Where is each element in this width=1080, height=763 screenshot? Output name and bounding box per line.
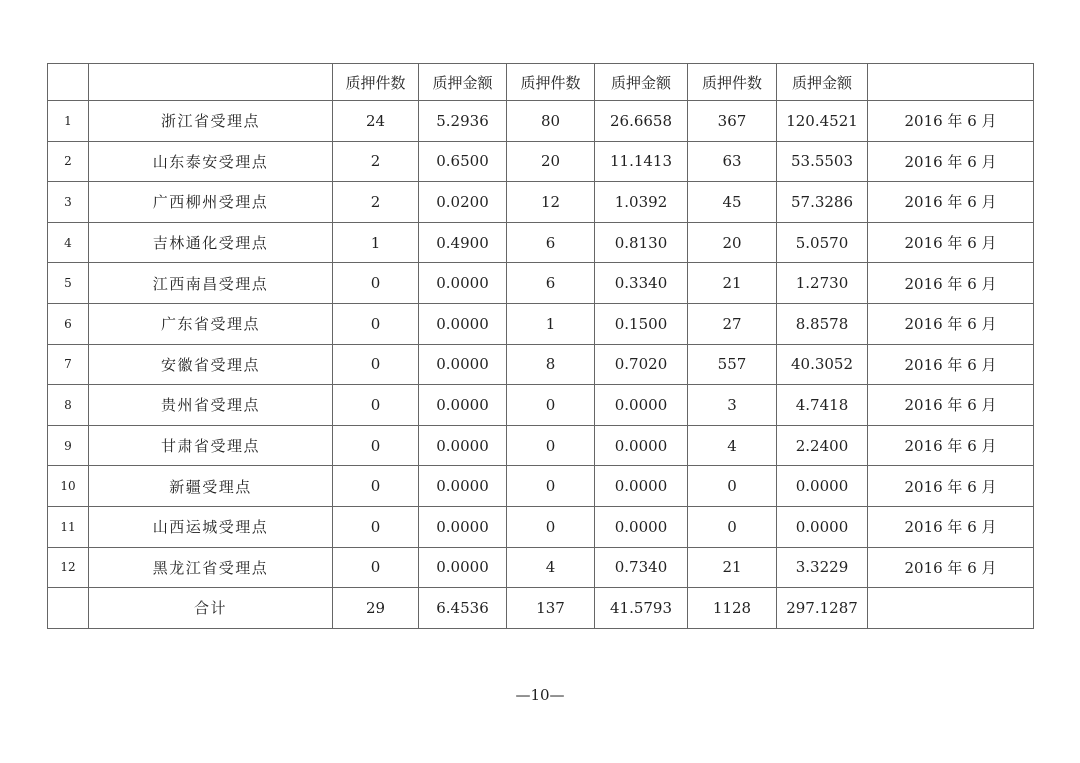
pledge-amount-cell: 57.3286 <box>777 182 868 223</box>
pledge-amount-cell: 4.7418 <box>777 385 868 426</box>
date-cell: 2016 年 6 月 <box>868 182 1034 223</box>
header-cell-count-2: 质押件数 <box>507 64 595 101</box>
pledge-count-cell: 0 <box>333 506 419 547</box>
pledge-amount-cell: 40.3052 <box>777 344 868 385</box>
table-row <box>48 182 1034 223</box>
pledge-amount-cell: 0.0000 <box>419 385 507 426</box>
date-cell: 2016 年 6 月 <box>868 222 1034 263</box>
location-name-cell: 山东泰安受理点 <box>89 141 333 182</box>
pledge-count-cell: 0 <box>507 466 595 507</box>
pledge-count-cell: 12 <box>507 182 595 223</box>
pledge-amount-cell: 5.2936 <box>419 101 507 142</box>
pledge-amount-cell: 0.8130 <box>595 222 688 263</box>
pledge-amount-cell: 6.4536 <box>419 588 507 629</box>
date-cell: 2016 年 6 月 <box>868 547 1034 588</box>
pledge-count-cell: 0 <box>333 547 419 588</box>
pledge-count-cell: 21 <box>688 547 777 588</box>
pledge-count-cell: 1128 <box>688 588 777 629</box>
index-cell: 12 <box>48 547 89 588</box>
header-cell-amount-3: 质押金额 <box>777 64 868 101</box>
pledge-count-cell: 0 <box>688 466 777 507</box>
index-cell: 7 <box>48 344 89 385</box>
index-cell: 5 <box>48 263 89 304</box>
header-cell-index <box>48 64 89 101</box>
index-cell: 2 <box>48 141 89 182</box>
pledge-amount-cell: 26.6658 <box>595 101 688 142</box>
page-number: —10— <box>515 686 565 704</box>
pledge-count-cell: 27 <box>688 303 777 344</box>
index-cell: 6 <box>48 303 89 344</box>
location-name-cell: 吉林通化受理点 <box>89 222 333 263</box>
pledge-count-cell: 557 <box>688 344 777 385</box>
pledge-count-cell: 1 <box>333 222 419 263</box>
table-row <box>48 141 1034 182</box>
index-cell: 9 <box>48 425 89 466</box>
pledge-amount-cell: 0.0000 <box>595 466 688 507</box>
pledge-count-cell: 4 <box>507 547 595 588</box>
date-cell: 2016 年 6 月 <box>868 506 1034 547</box>
date-cell: 2016 年 6 月 <box>868 466 1034 507</box>
pledge-count-cell: 0 <box>333 303 419 344</box>
pledge-count-cell: 0 <box>333 385 419 426</box>
pledge-amount-cell: 0.1500 <box>595 303 688 344</box>
pledge-amount-cell: 8.8578 <box>777 303 868 344</box>
index-cell: 8 <box>48 385 89 426</box>
date-cell: 2016 年 6 月 <box>868 385 1034 426</box>
table-row <box>48 547 1034 588</box>
location-name-cell: 浙江省受理点 <box>89 101 333 142</box>
index-cell: 4 <box>48 222 89 263</box>
pledge-count-cell: 0 <box>333 466 419 507</box>
date-cell: 2016 年 6 月 <box>868 101 1034 142</box>
pledge-count-cell: 6 <box>507 222 595 263</box>
pledge-amount-cell: 0.4900 <box>419 222 507 263</box>
pledge-amount-cell: 1.2730 <box>777 263 868 304</box>
location-name-cell: 广西柳州受理点 <box>89 182 333 223</box>
table-row <box>48 344 1034 385</box>
pledge-count-cell: 24 <box>333 101 419 142</box>
pledge-count-cell: 0 <box>507 506 595 547</box>
date-cell: 2016 年 6 月 <box>868 141 1034 182</box>
location-name-cell: 广东省受理点 <box>89 303 333 344</box>
pledge-amount-cell: 1.0392 <box>595 182 688 223</box>
pledge-count-cell: 367 <box>688 101 777 142</box>
location-name-cell: 江西南昌受理点 <box>89 263 333 304</box>
header-cell-amount-2: 质押金额 <box>595 64 688 101</box>
pledge-amount-cell: 0.0200 <box>419 182 507 223</box>
pledge-count-cell: 21 <box>688 263 777 304</box>
location-name-cell: 新疆受理点 <box>89 466 333 507</box>
pledge-count-cell: 2 <box>333 182 419 223</box>
pledge-amount-cell: 5.0570 <box>777 222 868 263</box>
pledge-count-cell: 0 <box>507 425 595 466</box>
header-cell-amount-1: 质押金额 <box>419 64 507 101</box>
pledge-amount-cell: 0.7340 <box>595 547 688 588</box>
pledge-statistics-table <box>47 63 1034 629</box>
header-cell-count-1: 质押件数 <box>333 64 419 101</box>
header-cell-count-3: 质押件数 <box>688 64 777 101</box>
pledge-amount-cell: 0.3340 <box>595 263 688 304</box>
pledge-amount-cell: 41.5793 <box>595 588 688 629</box>
pledge-count-cell: 0 <box>333 263 419 304</box>
header-cell-name <box>89 64 333 101</box>
table-row <box>48 303 1034 344</box>
pledge-amount-cell: 0.0000 <box>419 263 507 304</box>
date-cell: 2016 年 6 月 <box>868 263 1034 304</box>
pledge-count-cell: 0 <box>688 506 777 547</box>
pledge-count-cell: 8 <box>507 344 595 385</box>
date-cell: 2016 年 6 月 <box>868 344 1034 385</box>
pledge-count-cell: 1 <box>507 303 595 344</box>
table-header-row <box>48 64 1034 101</box>
pledge-amount-cell: 0.0000 <box>419 344 507 385</box>
pledge-amount-cell: 3.3229 <box>777 547 868 588</box>
pledge-count-cell: 45 <box>688 182 777 223</box>
table-body <box>48 64 1034 629</box>
index-cell: 11 <box>48 506 89 547</box>
table-row <box>48 101 1034 142</box>
location-name-cell: 合计 <box>89 588 333 629</box>
pledge-amount-cell: 297.1287 <box>777 588 868 629</box>
table-row <box>48 506 1034 547</box>
table-row <box>48 222 1034 263</box>
pledge-amount-cell: 0.0000 <box>419 425 507 466</box>
table-row <box>48 425 1034 466</box>
location-name-cell: 黑龙江省受理点 <box>89 547 333 588</box>
header-cell-date <box>868 64 1034 101</box>
location-name-cell: 山西运城受理点 <box>89 506 333 547</box>
pledge-count-cell: 2 <box>333 141 419 182</box>
pledge-amount-cell: 0.0000 <box>419 547 507 588</box>
index-cell: 1 <box>48 101 89 142</box>
pledge-amount-cell: 53.5503 <box>777 141 868 182</box>
pledge-amount-cell: 0.0000 <box>419 506 507 547</box>
pledge-amount-cell: 0.0000 <box>419 303 507 344</box>
pledge-count-cell: 0 <box>333 425 419 466</box>
table-row <box>48 263 1034 304</box>
pledge-count-cell: 4 <box>688 425 777 466</box>
pledge-count-cell: 20 <box>688 222 777 263</box>
pledge-amount-cell: 0.0000 <box>419 466 507 507</box>
pledge-count-cell: 63 <box>688 141 777 182</box>
pledge-count-cell: 29 <box>333 588 419 629</box>
pledge-count-cell: 3 <box>688 385 777 426</box>
date-cell: 2016 年 6 月 <box>868 425 1034 466</box>
pledge-count-cell: 6 <box>507 263 595 304</box>
location-name-cell: 甘肃省受理点 <box>89 425 333 466</box>
pledge-count-cell: 0 <box>507 385 595 426</box>
pledge-count-cell: 137 <box>507 588 595 629</box>
pledge-count-cell: 20 <box>507 141 595 182</box>
date-cell: 2016 年 6 月 <box>868 303 1034 344</box>
pledge-count-cell: 0 <box>333 344 419 385</box>
pledge-amount-cell: 2.2400 <box>777 425 868 466</box>
pledge-amount-cell: 0.7020 <box>595 344 688 385</box>
pledge-amount-cell: 0.0000 <box>595 385 688 426</box>
date-cell <box>868 588 1034 629</box>
location-name-cell: 安徽省受理点 <box>89 344 333 385</box>
pledge-amount-cell: 11.1413 <box>595 141 688 182</box>
index-cell: 3 <box>48 182 89 223</box>
pledge-amount-cell: 0.6500 <box>419 141 507 182</box>
table-row <box>48 385 1034 426</box>
pledge-amount-cell: 0.0000 <box>777 506 868 547</box>
pledge-amount-cell: 0.0000 <box>777 466 868 507</box>
index-cell: 10 <box>48 466 89 507</box>
total-row <box>48 588 1034 629</box>
location-name-cell: 贵州省受理点 <box>89 385 333 426</box>
table-row <box>48 466 1034 507</box>
index-cell <box>48 588 89 629</box>
pledge-amount-cell: 0.0000 <box>595 425 688 466</box>
pledge-count-cell: 80 <box>507 101 595 142</box>
pledge-amount-cell: 0.0000 <box>595 506 688 547</box>
pledge-amount-cell: 120.4521 <box>777 101 868 142</box>
